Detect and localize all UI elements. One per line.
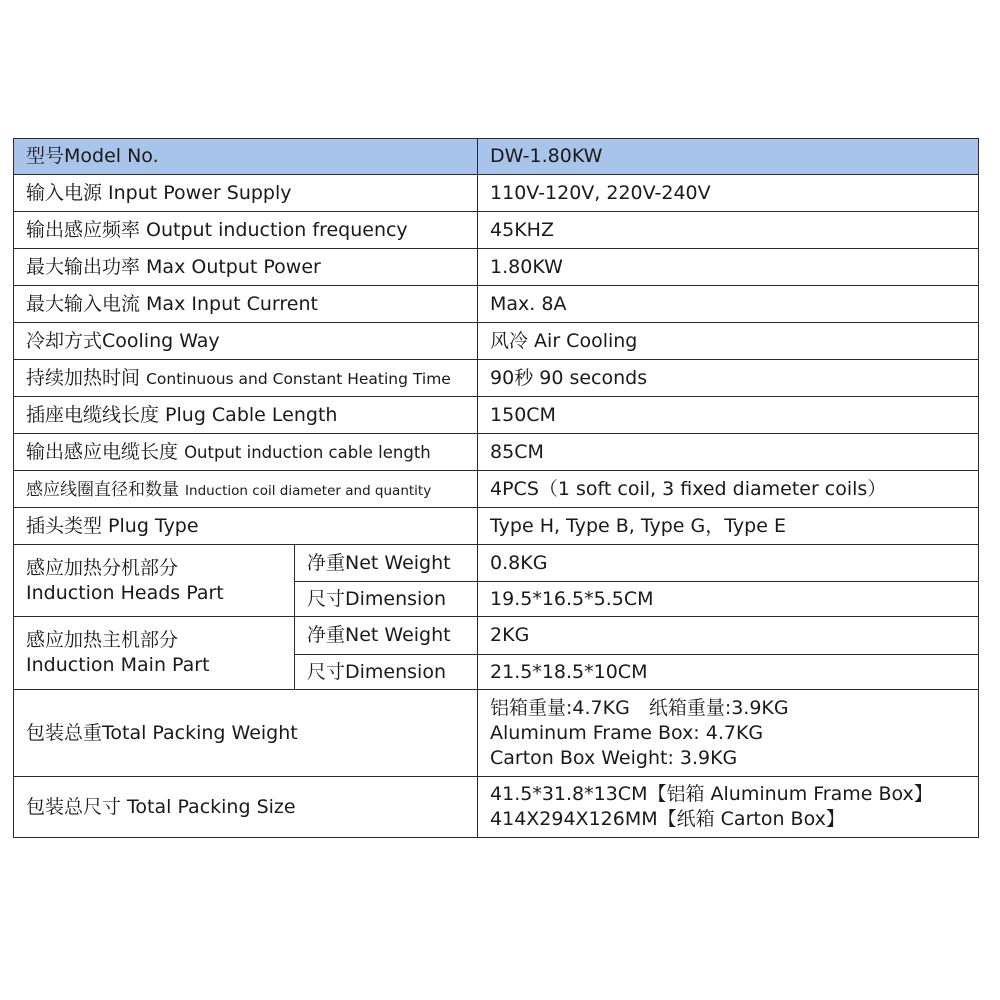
main-dimension-value: 21.5*18.5*10CM (478, 655, 979, 690)
spec-table (13, 138, 979, 838)
packing-weight-row (14, 690, 979, 777)
row-label-en: Induction coil diameter and quantity (185, 482, 432, 499)
packing-weight-label: 包装总重Total Packing Weight (14, 690, 478, 777)
spec-row (14, 397, 979, 434)
spec-row (14, 471, 979, 508)
row-label: 最大输入电流 Max Input Current (14, 286, 478, 323)
row-value: Type H, Type B, Type G，Type E (478, 508, 979, 545)
row-value: Max. 8A (478, 286, 979, 323)
packing-weight-line: 铝箱重量:4.7KG 纸箱重量:3.9KG (490, 696, 789, 719)
row-label (14, 434, 478, 471)
spec-row (14, 286, 979, 323)
heads-dimension-label: 尺寸Dimension (295, 582, 478, 617)
spec-row (14, 249, 979, 286)
spec-row (14, 508, 979, 545)
main-part-label-en: Induction Main Part (26, 654, 210, 676)
heads-part-label-cn: 感应加热分机部分 (26, 556, 179, 579)
header-label: 型号Model No. (14, 139, 478, 175)
main-part-label (14, 617, 295, 690)
heads-part-weight-row (14, 545, 979, 582)
packing-size-line: 41.5*31.8*13CM【铝箱 Aluminum Frame Box】 (490, 783, 933, 805)
row-value: 90秒 90 seconds (478, 360, 979, 397)
heads-part-label-en: Induction Heads Part (26, 581, 224, 604)
row-label (14, 471, 478, 508)
packing-size-value (478, 777, 979, 838)
row-value: 150CM (478, 397, 979, 434)
row-value: 45KHZ (478, 212, 979, 249)
main-weight-value: 2KG (478, 617, 979, 655)
header-row (14, 139, 979, 175)
row-value: 1.80KW (478, 249, 979, 286)
row-label: 最大输出功率 Max Output Power (14, 249, 478, 286)
row-value: 4PCS（1 soft coil, 3 fixed diameter coils） (478, 471, 979, 508)
row-label-cn: 输出感应电缆长度 (26, 440, 179, 463)
spec-row (14, 323, 979, 360)
row-label: 输入电源 Input Power Supply (14, 175, 478, 212)
packing-size-label: 包装总尺寸 Total Packing Size (14, 777, 478, 838)
packing-size-line: 414X294X126MM【纸箱 Carton Box】 (490, 808, 845, 830)
spec-row (14, 434, 979, 471)
row-value: 85CM (478, 434, 979, 471)
row-label-en: Output induction cable length (184, 442, 431, 462)
heads-weight-value: 0.8KG (478, 545, 979, 582)
main-dimension-label: 尺寸Dimension (295, 655, 478, 690)
row-label (14, 360, 478, 397)
packing-weight-value (478, 690, 979, 777)
row-value: 110V-120V, 220V-240V (478, 175, 979, 212)
packing-weight-line: Carton Box Weight: 3.9KG (490, 746, 738, 769)
row-label: 冷却方式Cooling Way (14, 323, 478, 360)
main-weight-label: 净重Net Weight (295, 617, 478, 655)
row-label-en: Continuous and Constant Heating Time (146, 369, 451, 388)
row-label: 插头类型 Plug Type (14, 508, 478, 545)
spec-row (14, 175, 979, 212)
row-value: 风冷 Air Cooling (478, 323, 979, 360)
packing-weight-line: Aluminum Frame Box: 4.7KG (490, 721, 764, 744)
row-label-cn: 感应线圈直径和数量 (26, 479, 179, 500)
heads-dimension-value: 19.5*16.5*5.5CM (478, 582, 979, 617)
spec-row (14, 212, 979, 249)
heads-part-label (14, 545, 295, 617)
heads-weight-label: 净重Net Weight (295, 545, 478, 582)
row-label-cn: 持续加热时间 (26, 366, 141, 389)
main-part-label-cn: 感应加热主机部分 (26, 629, 179, 651)
row-label: 输出感应频率 Output induction frequency (14, 212, 478, 249)
row-label: 插座电缆线长度 Plug Cable Length (14, 397, 478, 434)
spec-row (14, 360, 979, 397)
main-part-weight-row (14, 617, 979, 655)
header-value: DW-1.80KW (478, 139, 979, 175)
packing-size-row (14, 777, 979, 838)
